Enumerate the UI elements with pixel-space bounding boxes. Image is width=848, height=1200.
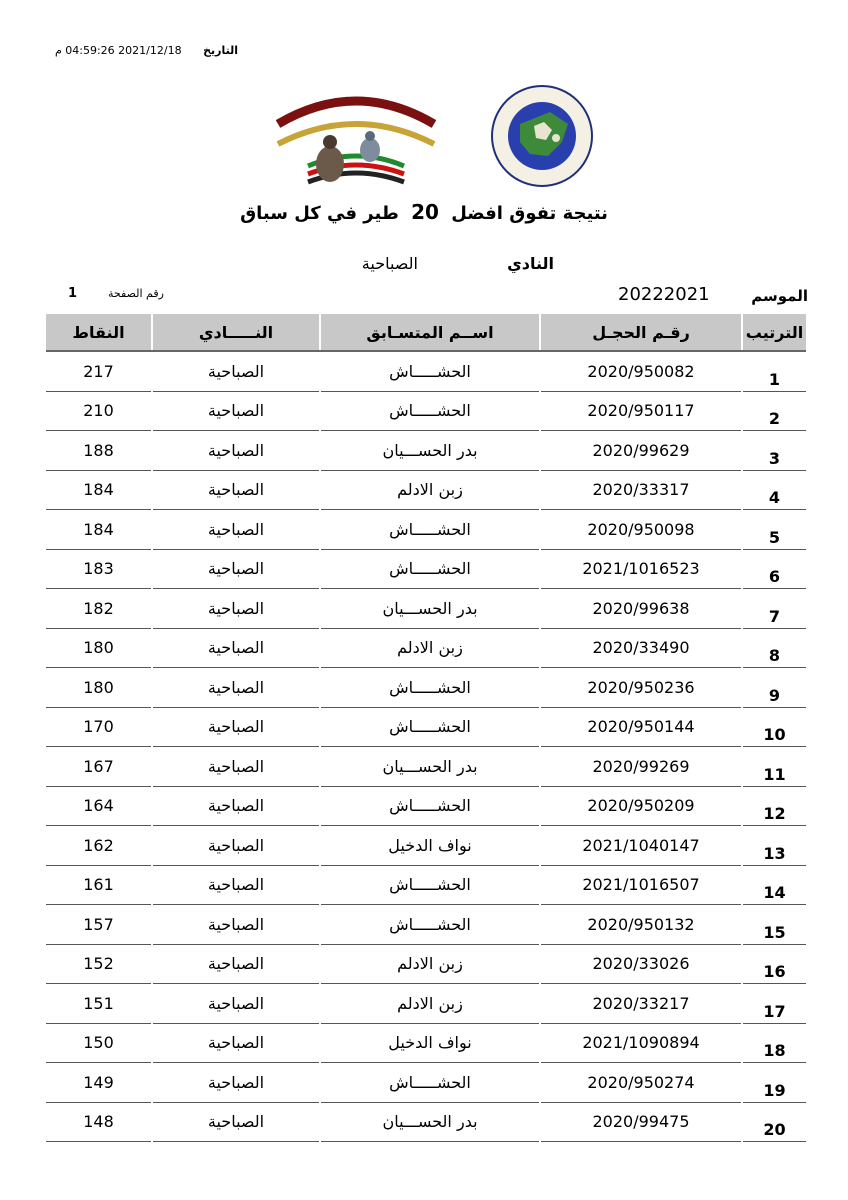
table-row <box>46 549 806 589</box>
club-cell: الصباحية <box>152 865 320 905</box>
ring-number-cell: 2020/33026 <box>540 944 742 984</box>
points-cell: 157 <box>46 905 152 945</box>
ring-number-cell: 2020/950132 <box>540 905 742 945</box>
points-cell: 164 <box>46 786 152 826</box>
table-row <box>46 826 806 866</box>
rank-cell: 11 <box>742 747 806 787</box>
ring-number-cell: 2021/1016507 <box>540 865 742 905</box>
table-row <box>46 589 806 629</box>
ring-number-cell: 2020/950117 <box>540 391 742 431</box>
table-row <box>46 510 806 550</box>
header-rank: الترتيب <box>742 314 806 351</box>
racer-name-cell: بدر الحســـيان <box>320 589 540 629</box>
table-row <box>46 391 806 431</box>
club-cell: الصباحية <box>152 786 320 826</box>
rank-cell: 8 <box>742 628 806 668</box>
title-number: 20 <box>411 200 439 224</box>
federation-logo <box>490 84 594 188</box>
racer-name-cell: زبن الادلم <box>320 984 540 1024</box>
racer-name-cell: الحشـــــاش <box>320 549 540 589</box>
club-cell: الصباحية <box>152 944 320 984</box>
racer-name-cell: الحشـــــاش <box>320 510 540 550</box>
racer-name-cell: الحشـــــاش <box>320 351 540 391</box>
points-cell: 170 <box>46 707 152 747</box>
rank-cell: 18 <box>742 1023 806 1063</box>
rank-cell: 4 <box>742 470 806 510</box>
points-cell: 167 <box>46 747 152 787</box>
ring-number-cell: 2021/1090894 <box>540 1023 742 1063</box>
table-row <box>46 431 806 471</box>
points-cell: 184 <box>46 470 152 510</box>
header-ring: رقـم الحجـل <box>540 314 742 351</box>
club-cell: الصباحية <box>152 1023 320 1063</box>
club-label: النادي <box>507 254 554 273</box>
club-logo <box>258 84 454 188</box>
racer-name-cell: الحشـــــاش <box>320 707 540 747</box>
ring-number-cell: 2020/33317 <box>540 470 742 510</box>
points-cell: 151 <box>46 984 152 1024</box>
racer-name-cell: بدر الحســـيان <box>320 747 540 787</box>
club-cell: الصباحية <box>152 1063 320 1103</box>
rank-cell: 16 <box>742 944 806 984</box>
racer-name-cell: الحشـــــاش <box>320 905 540 945</box>
points-cell: 162 <box>46 826 152 866</box>
racer-name-cell: الحشـــــاش <box>320 668 540 708</box>
racer-name-cell: الحشـــــاش <box>320 1063 540 1103</box>
ring-number-cell: 2020/99629 <box>540 431 742 471</box>
ring-number-cell: 2020/33490 <box>540 628 742 668</box>
racer-name-cell: الحشـــــاش <box>320 391 540 431</box>
club-cell: الصباحية <box>152 826 320 866</box>
club-cell: الصباحية <box>152 391 320 431</box>
rank-cell: 6 <box>742 549 806 589</box>
rank-cell: 5 <box>742 510 806 550</box>
table-row <box>46 905 806 945</box>
ring-number-cell: 2020/950144 <box>540 707 742 747</box>
rank-cell: 15 <box>742 905 806 945</box>
ring-number-cell: 2021/1016523 <box>540 549 742 589</box>
ring-number-cell: 2020/99269 <box>540 747 742 787</box>
rank-cell: 13 <box>742 826 806 866</box>
table-row <box>46 1102 806 1142</box>
club-cell: الصباحية <box>152 628 320 668</box>
table-row <box>46 865 806 905</box>
ring-number-cell: 2020/950209 <box>540 786 742 826</box>
rank-cell: 9 <box>742 668 806 708</box>
rank-cell: 3 <box>742 431 806 471</box>
table-row <box>46 1023 806 1063</box>
points-cell: 184 <box>46 510 152 550</box>
points-cell: 180 <box>46 628 152 668</box>
date-value: 2021/12/18 04:59:26 م <box>54 44 182 57</box>
rank-cell: 19 <box>742 1063 806 1103</box>
table-row <box>46 747 806 787</box>
page-label: رقم الصفحة <box>108 287 164 300</box>
rank-cell: 14 <box>742 865 806 905</box>
racer-name-cell: زبن الادلم <box>320 944 540 984</box>
ring-number-cell: 2020/99475 <box>540 1102 742 1142</box>
rank-cell: 12 <box>742 786 806 826</box>
ring-number-cell: 2020/950082 <box>540 351 742 391</box>
table-row <box>46 1063 806 1103</box>
ring-number-cell: 2021/1040147 <box>540 826 742 866</box>
club-cell: الصباحية <box>152 984 320 1024</box>
club-cell: الصباحية <box>152 707 320 747</box>
ring-number-cell: 2020/950236 <box>540 668 742 708</box>
table-row <box>46 984 806 1024</box>
report-date <box>55 44 238 57</box>
points-cell: 150 <box>46 1023 152 1063</box>
club-cell: الصباحية <box>152 470 320 510</box>
header-club: النـــــادي <box>152 314 320 351</box>
table-row <box>46 707 806 747</box>
racer-name-cell: نواف الدخيل <box>320 826 540 866</box>
club-value: الصباحية <box>361 254 418 273</box>
header-name: اســم المتسـابق <box>320 314 540 351</box>
club-cell: الصباحية <box>152 549 320 589</box>
date-label: التاريخ <box>203 44 238 57</box>
table-row <box>46 944 806 984</box>
racer-name-cell: نواف الدخيل <box>320 1023 540 1063</box>
results-table <box>46 314 806 1142</box>
page-number: 1 <box>68 286 78 301</box>
table-row <box>46 628 806 668</box>
ring-number-cell: 2020/950098 <box>540 510 742 550</box>
racer-name-cell: بدر الحســـيان <box>320 431 540 471</box>
table-row <box>46 786 806 826</box>
points-cell: 152 <box>46 944 152 984</box>
rank-cell: 2 <box>742 391 806 431</box>
club-cell: الصباحية <box>152 351 320 391</box>
season-value: 20222021 <box>618 284 710 305</box>
racer-name-cell: بدر الحســـيان <box>320 1102 540 1142</box>
table-header-row <box>46 314 806 351</box>
points-cell: 149 <box>46 1063 152 1103</box>
club-cell: الصباحية <box>152 905 320 945</box>
ring-number-cell: 2020/33217 <box>540 984 742 1024</box>
rank-cell: 10 <box>742 707 806 747</box>
rank-cell: 17 <box>742 984 806 1024</box>
club-cell: الصباحية <box>152 589 320 629</box>
racer-name-cell: الحشـــــاش <box>320 865 540 905</box>
points-cell: 217 <box>46 351 152 391</box>
season-label: الموسم <box>751 287 808 305</box>
racer-name-cell: زبن الادلم <box>320 628 540 668</box>
report-title <box>0 200 848 224</box>
racer-name-cell: زبن الادلم <box>320 470 540 510</box>
club-cell: الصباحية <box>152 431 320 471</box>
club-cell: الصباحية <box>152 668 320 708</box>
club-cell: الصباحية <box>152 510 320 550</box>
table-row <box>46 668 806 708</box>
title-before: نتيجة تفوق افضل <box>451 203 608 224</box>
header-points: النقاط <box>46 314 152 351</box>
points-cell: 148 <box>46 1102 152 1142</box>
points-cell: 210 <box>46 391 152 431</box>
points-cell: 161 <box>46 865 152 905</box>
club-cell: الصباحية <box>152 1102 320 1142</box>
rank-cell: 7 <box>742 589 806 629</box>
club-row <box>0 254 848 278</box>
ring-number-cell: 2020/950274 <box>540 1063 742 1103</box>
racer-name-cell: الحشـــــاش <box>320 786 540 826</box>
points-cell: 180 <box>46 668 152 708</box>
rank-cell: 1 <box>742 351 806 391</box>
ring-number-cell: 2020/99638 <box>540 589 742 629</box>
points-cell: 182 <box>46 589 152 629</box>
points-cell: 183 <box>46 549 152 589</box>
rank-cell: 20 <box>742 1102 806 1142</box>
table-row <box>46 470 806 510</box>
title-after: طير في كل سباق <box>240 203 399 224</box>
table-row <box>46 351 806 391</box>
points-cell: 188 <box>46 431 152 471</box>
club-cell: الصباحية <box>152 747 320 787</box>
